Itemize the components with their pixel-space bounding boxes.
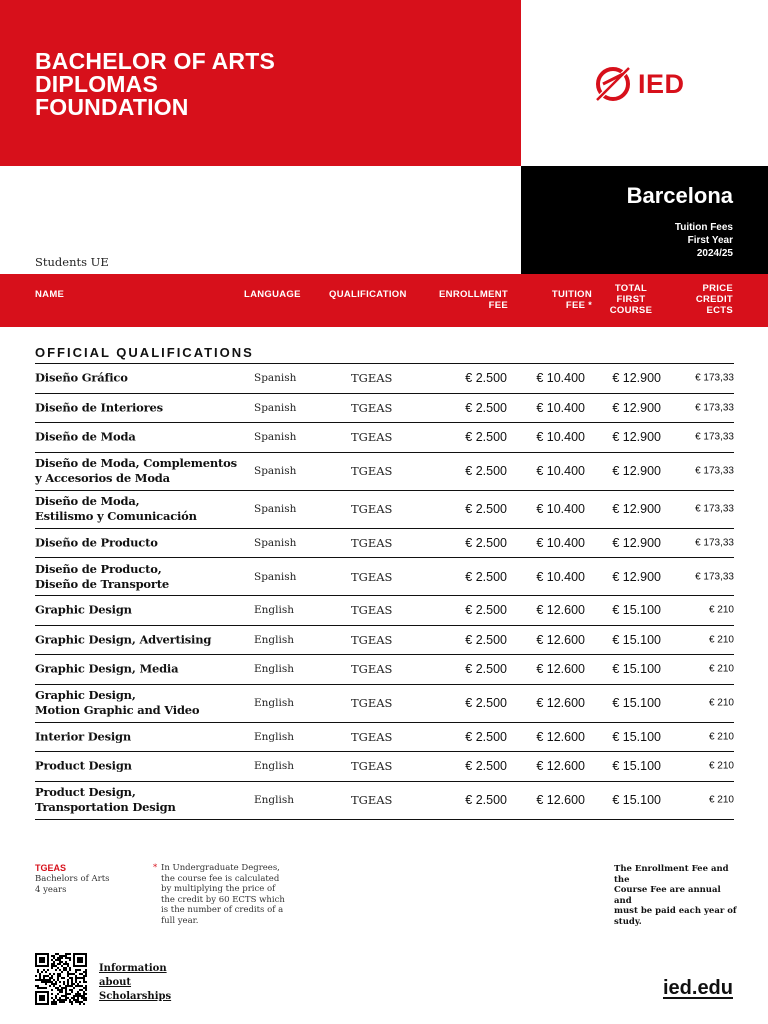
tuition-fee-cell: € 12.600: [536, 603, 585, 618]
qualification-cell: TGEAS: [351, 502, 393, 516]
tuition-fee-cell: € 12.600: [536, 696, 585, 710]
program-name: [35, 456, 237, 486]
program-name: [35, 494, 197, 524]
qualification-cell: TGEAS: [351, 400, 393, 415]
footnote-line: is the number of credits of a: [161, 905, 284, 915]
ied-logo-icon: [594, 65, 632, 103]
total-cell: € 15.100: [612, 603, 661, 618]
price-credit-cell: € 210: [708, 794, 734, 806]
total-cell: € 15.100: [612, 632, 661, 647]
program-name-line: Product Design,: [35, 785, 136, 799]
program-name-line: y Accesorios de Moda: [35, 471, 170, 485]
col-header-line: FEE: [565, 300, 586, 311]
link-line: Information: [99, 963, 167, 974]
tuition-fee-cell: € 12.600: [536, 632, 585, 647]
footnote-line: Course Fee are annual and: [614, 885, 721, 906]
col-header-line: ECTS: [706, 305, 733, 316]
total-cell: € 15.100: [612, 759, 661, 774]
total-cell: € 12.900: [612, 569, 661, 584]
table-row: [35, 364, 734, 394]
col-header-line: PRICE: [702, 283, 733, 294]
col-header-line: FEE: [488, 300, 508, 311]
col-qualification: QUALIFICATION: [329, 289, 407, 300]
city-panel: [521, 166, 768, 274]
qualification-cell: TGEAS: [351, 793, 393, 807]
col-price-credit-ects: [696, 283, 733, 316]
program-name-line: Diseño Gráfico: [35, 370, 128, 385]
col-header-line: COURSE: [609, 305, 653, 316]
total-cell: € 15.100: [612, 729, 661, 744]
students-label: Students UE: [35, 255, 109, 269]
qualification-cell: TGEAS: [351, 729, 393, 744]
language-cell: Spanish: [254, 465, 297, 477]
qr-code-icon: [35, 953, 87, 1005]
program-name-line: Graphic Design, Advertising: [35, 632, 212, 647]
program-name-line: Diseño de Moda, Complementos: [35, 456, 237, 470]
language-cell: Spanish: [254, 503, 297, 515]
footnote-line: 4 years: [35, 885, 67, 895]
footnote-line: Bachelors of Arts: [35, 874, 110, 884]
price-credit-cell: € 173,33: [695, 537, 734, 549]
col-header-line: TOTAL: [614, 283, 648, 294]
footnote-line: In Undergraduate Degrees,: [161, 863, 280, 873]
program-name: [35, 632, 211, 647]
credit-footnote: [153, 863, 288, 926]
footnote-line: the course fee is calculated: [161, 873, 280, 884]
price-credit-cell: € 173,33: [695, 431, 734, 443]
program-name-line: Graphic Design, Media: [35, 661, 179, 676]
price-credit-cell: € 210: [708, 760, 734, 772]
col-name: NAME: [35, 289, 65, 300]
program-name: [35, 662, 178, 677]
enrollment-fee-cell: € 2.500: [465, 569, 507, 584]
total-cell: € 12.900: [612, 371, 661, 386]
link-line: Scholarships: [99, 991, 172, 1002]
price-credit-cell: € 173,33: [695, 503, 734, 515]
tuition-fee-cell: € 12.600: [536, 793, 585, 807]
title-line: DIPLOMAS: [35, 71, 158, 97]
total-cell: € 15.100: [612, 793, 661, 807]
program-name: [35, 759, 132, 774]
table-row: [35, 596, 734, 626]
col-header-line: CREDIT: [695, 294, 733, 305]
footnote-line: must be paid each year of: [614, 906, 737, 916]
col-header-line: TUITION: [551, 289, 592, 300]
qualification-cell: TGEAS: [351, 430, 393, 445]
enrollment-fee-cell: € 2.500: [465, 632, 507, 647]
tuition-fee-cell: € 10.400: [536, 400, 585, 415]
language-cell: English: [254, 604, 295, 617]
enrollment-fee-cell: € 2.500: [465, 535, 507, 550]
link-line: about: [99, 977, 132, 988]
enrollment-fee-cell: € 2.500: [465, 603, 507, 618]
table-row: [35, 782, 734, 820]
enrollment-fee-cell: € 2.500: [465, 502, 507, 516]
col-total-first-course: [601, 283, 661, 316]
program-name: [35, 400, 163, 415]
language-cell: English: [254, 633, 295, 646]
tuition-fee-cell: € 12.600: [536, 662, 585, 677]
language-cell: Spanish: [254, 536, 297, 549]
program-name-line: Diseño de Producto: [35, 535, 158, 550]
qualification-cell: TGEAS: [351, 569, 393, 584]
program-name-line: Diseño de Moda,: [35, 494, 140, 508]
tuition-fee-cell: € 10.400: [536, 430, 585, 445]
qualification-cell: TGEAS: [351, 371, 393, 386]
program-name: [35, 688, 199, 718]
program-name-line: Diseño de Transporte: [35, 576, 169, 591]
program-name: [35, 371, 128, 386]
language-cell: Spanish: [254, 570, 297, 583]
price-credit-cell: € 210: [708, 663, 734, 675]
price-credit-cell: € 173,33: [695, 402, 734, 414]
tgeas-label: TGEAS: [35, 863, 67, 873]
tuition-fee-cell: € 12.600: [536, 759, 585, 774]
program-name-line: Interior Design: [35, 729, 132, 744]
language-cell: Spanish: [254, 372, 297, 385]
enrollment-fee-cell: € 2.500: [465, 696, 507, 710]
enrollment-fee-cell: € 2.500: [465, 400, 507, 415]
tuition-fee-cell: € 10.400: [536, 371, 585, 386]
tuition-line: Tuition Fees: [674, 222, 733, 233]
program-name: [35, 562, 169, 592]
table-header: [0, 274, 768, 327]
total-cell: € 12.900: [612, 502, 661, 516]
col-header-line: FIRST: [616, 294, 646, 305]
footnote-line: full year.: [161, 915, 199, 926]
program-name: [35, 535, 158, 550]
table-row: [35, 685, 734, 723]
program-name-line: Diseño de Moda: [35, 429, 136, 444]
tuition-line: 2024/25: [696, 248, 733, 259]
table-row: [35, 752, 734, 782]
table-row: [35, 558, 734, 596]
city-name: Barcelona: [626, 183, 733, 208]
price-credit-cell: € 210: [708, 697, 734, 709]
table-row: [35, 423, 734, 453]
tuition-fee-cell: € 10.400: [536, 535, 585, 550]
tuition-label: [675, 221, 733, 260]
col-language: LANGUAGE: [244, 289, 301, 300]
language-cell: English: [254, 697, 295, 709]
language-cell: English: [254, 760, 295, 773]
program-name-line: Graphic Design,: [35, 688, 136, 702]
qualification-cell: TGEAS: [351, 632, 393, 647]
table-row: [35, 655, 734, 685]
table-row: [35, 723, 734, 753]
scholarships-link[interactable]: [99, 962, 171, 1004]
table-row: [35, 394, 734, 424]
tuition-fee-cell: € 12.600: [536, 729, 585, 744]
enrollment-footnote: [614, 864, 739, 927]
footnote-marker: *: [588, 300, 592, 310]
price-credit-cell: € 173,33: [695, 465, 734, 477]
program-name-line: Estilismo y Comunicación: [35, 509, 197, 523]
footnote-line: study.: [614, 916, 642, 927]
price-credit-cell: € 210: [708, 634, 734, 646]
language-cell: English: [254, 794, 295, 806]
section-title: OFFICIAL QUALIFICATIONS: [35, 345, 254, 360]
qualification-cell: TGEAS: [351, 662, 393, 677]
title-line: FOUNDATION: [35, 94, 189, 120]
program-name: [35, 729, 131, 744]
footnote-line: The Enrollment Fee and the: [614, 864, 729, 885]
fees-table: [35, 364, 734, 820]
enrollment-fee-cell: € 2.500: [465, 729, 507, 744]
price-credit-cell: € 210: [708, 731, 734, 743]
total-cell: € 15.100: [612, 696, 661, 710]
table-row: [35, 529, 734, 559]
col-header-line: ENROLLMENT: [439, 289, 508, 300]
website-link[interactable]: ied.edu: [662, 977, 733, 999]
language-cell: Spanish: [254, 431, 297, 444]
program-name-line: Motion Graphic and Video: [35, 703, 200, 717]
tgeas-footnote: [35, 863, 110, 896]
col-tuition-fee: [552, 289, 592, 311]
program-name: [35, 430, 136, 445]
table-row: [35, 626, 734, 656]
price-credit-cell: € 210: [708, 604, 734, 616]
col-enrollment-fee: [439, 289, 508, 311]
total-cell: € 12.900: [612, 464, 661, 478]
enrollment-fee-cell: € 2.500: [465, 371, 507, 386]
tuition-fee-cell: € 10.400: [536, 502, 585, 516]
program-name: [35, 603, 132, 618]
program-name-line: Diseño de Interiores: [35, 400, 163, 415]
qualification-cell: TGEAS: [351, 603, 393, 618]
language-cell: English: [254, 663, 295, 676]
enrollment-fee-cell: € 2.500: [465, 464, 507, 478]
qr-code[interactable]: [35, 953, 87, 1005]
tuition-fee-cell: € 10.400: [536, 464, 585, 478]
tuition-line: First Year: [687, 235, 733, 246]
language-cell: Spanish: [254, 401, 297, 414]
table-row: [35, 491, 734, 529]
footnote-line: the credit by 60 ECTS which: [161, 894, 285, 905]
tuition-fee-cell: € 10.400: [536, 569, 585, 584]
table-row: [35, 453, 734, 491]
footnote-marker: *: [153, 863, 158, 873]
footnote-line: by multiplying the price of: [161, 884, 276, 894]
qualification-cell: TGEAS: [351, 759, 393, 774]
program-name-line: Graphic Design: [35, 602, 132, 617]
total-cell: € 12.900: [612, 430, 661, 445]
page-title: [35, 50, 275, 119]
ied-logo: [594, 64, 704, 104]
enrollment-fee-cell: € 2.500: [465, 759, 507, 774]
total-cell: € 15.100: [612, 662, 661, 677]
program-name-line: Product Design: [35, 758, 132, 773]
logo-text: IED: [638, 68, 685, 99]
qualification-cell: TGEAS: [351, 696, 393, 710]
program-name-line: Diseño de Producto,: [35, 561, 162, 576]
qualification-cell: TGEAS: [351, 464, 393, 478]
enrollment-fee-cell: € 2.500: [465, 430, 507, 445]
title-line: BACHELOR OF ARTS: [35, 48, 276, 74]
price-credit-cell: € 173,33: [695, 372, 734, 384]
enrollment-fee-cell: € 2.500: [465, 662, 507, 677]
program-name: [35, 785, 176, 815]
total-cell: € 12.900: [612, 400, 661, 415]
total-cell: € 12.900: [612, 535, 661, 550]
qualification-cell: TGEAS: [351, 535, 393, 550]
language-cell: English: [254, 730, 295, 743]
program-name-line: Transportation Design: [35, 800, 176, 814]
enrollment-fee-cell: € 2.500: [465, 793, 507, 807]
price-credit-cell: € 173,33: [695, 571, 734, 582]
